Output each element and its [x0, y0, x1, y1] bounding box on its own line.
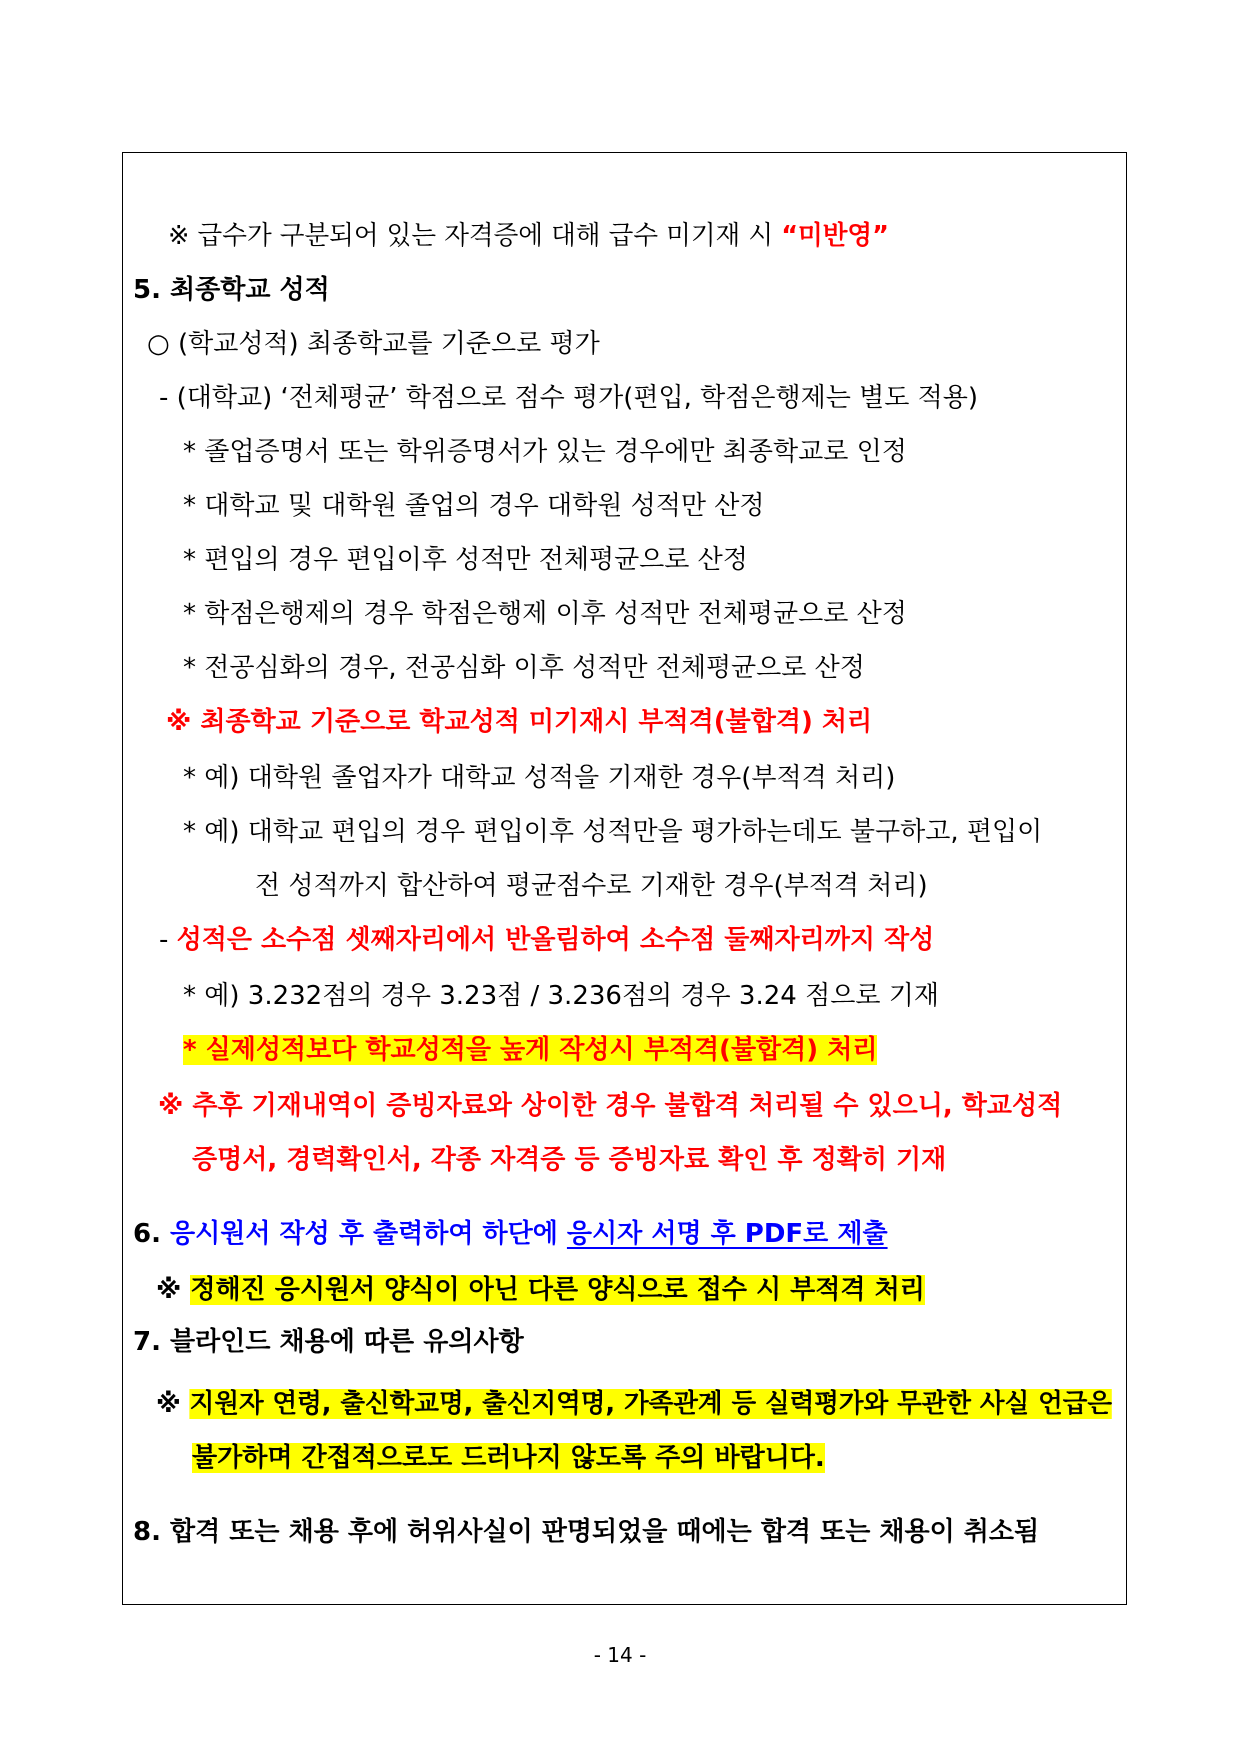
blind-hiring-notice-line-2 [192, 1438, 825, 1478]
grade-notice-emphasis: “미반영” [781, 221, 889, 251]
inflated-grade-warning-text: * 실제성적보다 학교성적을 높게 작성시 부적격(불합격) 처리 [183, 1035, 878, 1065]
form-format-warning [156, 1270, 925, 1310]
form-format-warning-text: 정해진 응시원서 양식이 아닌 다른 양식으로 접수 시 부적격 처리 [190, 1275, 925, 1305]
rounding-rule-prefix: - [159, 925, 177, 955]
section-6-number: 6. [133, 1219, 171, 1249]
blind-hiring-notice-line-1 [156, 1384, 1112, 1424]
school-grade-item: ○ (학교성적) 최종학교를 기준으로 평가 [147, 329, 600, 359]
section-8-heading: 8. 합격 또는 채용 후에 허위사실이 판명되었을 때에는 합격 또는 채용이 취소됨 [133, 1517, 1040, 1547]
inflated-grade-warning [183, 1030, 877, 1070]
section-7-heading: 7. 블라인드 채용에 따른 유의사항 [133, 1327, 524, 1357]
note-transfer: * 편입의 경우 편입이후 성적만 전체평균으로 산정 [183, 545, 748, 575]
verification-warning-line-2: 증명서, 경력확인서, 각종 자격증 등 증빙자료 확인 후 정확히 기재 [192, 1145, 947, 1175]
page-number: - 14 - [593, 1643, 647, 1667]
note-advanced-major: * 전공심화의 경우, 전공심화 이후 성적만 전체평균으로 산정 [183, 653, 865, 683]
blind-hiring-notice-mark: ※ [156, 1389, 190, 1419]
note-credit-bank: * 학점은행제의 경우 학점은행제 이후 성적만 전체평균으로 산정 [183, 599, 907, 629]
disqualification-warning: ※ 최종학교 기준으로 학교성적 미기재시 부적격(불합격) 처리 [166, 707, 873, 737]
form-format-warning-mark: ※ [156, 1275, 191, 1305]
blind-hiring-notice-line-2-text: 불가하며 간접적으로도 드러나지 않도록 주의 바랍니다. [192, 1443, 825, 1473]
blind-hiring-notice-text: 지원자 연령, 출신학교명, 출신지역명, 가족관계 등 실력평가와 무관한 사실 언급은 [189, 1389, 1113, 1419]
section-6-heading [133, 1214, 888, 1254]
verification-warning-line-1: ※ 추후 기재내역이 증빙자료와 상이한 경우 불합격 처리될 수 있으니, 학교성적 [158, 1091, 1063, 1121]
rounding-example: * 예) 3.232점의 경우 3.23점 / 3.236점의 경우 3.24 점으로 기재 [183, 981, 939, 1011]
example-graduate-school: * 예) 대학원 졸업자가 대학교 성적을 기재한 경우(부적격 처리) [183, 763, 896, 793]
section-5-heading: 5. 최종학교 성적 [133, 275, 330, 305]
note-graduate-school: * 대학교 및 대학원 졸업의 경우 대학원 성적만 산정 [183, 491, 765, 521]
example-transfer-line-1: * 예) 대학교 편입의 경우 편입이후 성적만을 평가하는데도 불구하고, 편입이 [183, 817, 1043, 847]
grade-notice-text: ※ 급수가 구분되어 있는 자격증에 대해 급수 미기재 시 [168, 221, 782, 251]
section-6-underlined-text: 응시자 서명 후 PDF로 제출 [566, 1219, 888, 1249]
rounding-rule [159, 920, 934, 960]
university-grade-item: - (대학교) ‘전체평균’ 학점으로 점수 평가(편입, 학점은행제는 별도 적용) [159, 383, 978, 413]
rounding-rule-text: 성적은 소수점 셋째자리에서 반올림하여 소수점 둘째자리까지 작성 [176, 925, 935, 955]
section-6-text: 응시원서 작성 후 출력하여 하단에 [170, 1219, 567, 1249]
example-transfer-line-2: 전 성적까지 합산하여 평균점수로 기재한 경우(부적격 처리) [255, 871, 928, 901]
grade-notice [168, 216, 1112, 256]
note-graduation-certificate: * 졸업증명서 또는 학위증명서가 있는 경우에만 최종학교로 인정 [183, 437, 907, 467]
